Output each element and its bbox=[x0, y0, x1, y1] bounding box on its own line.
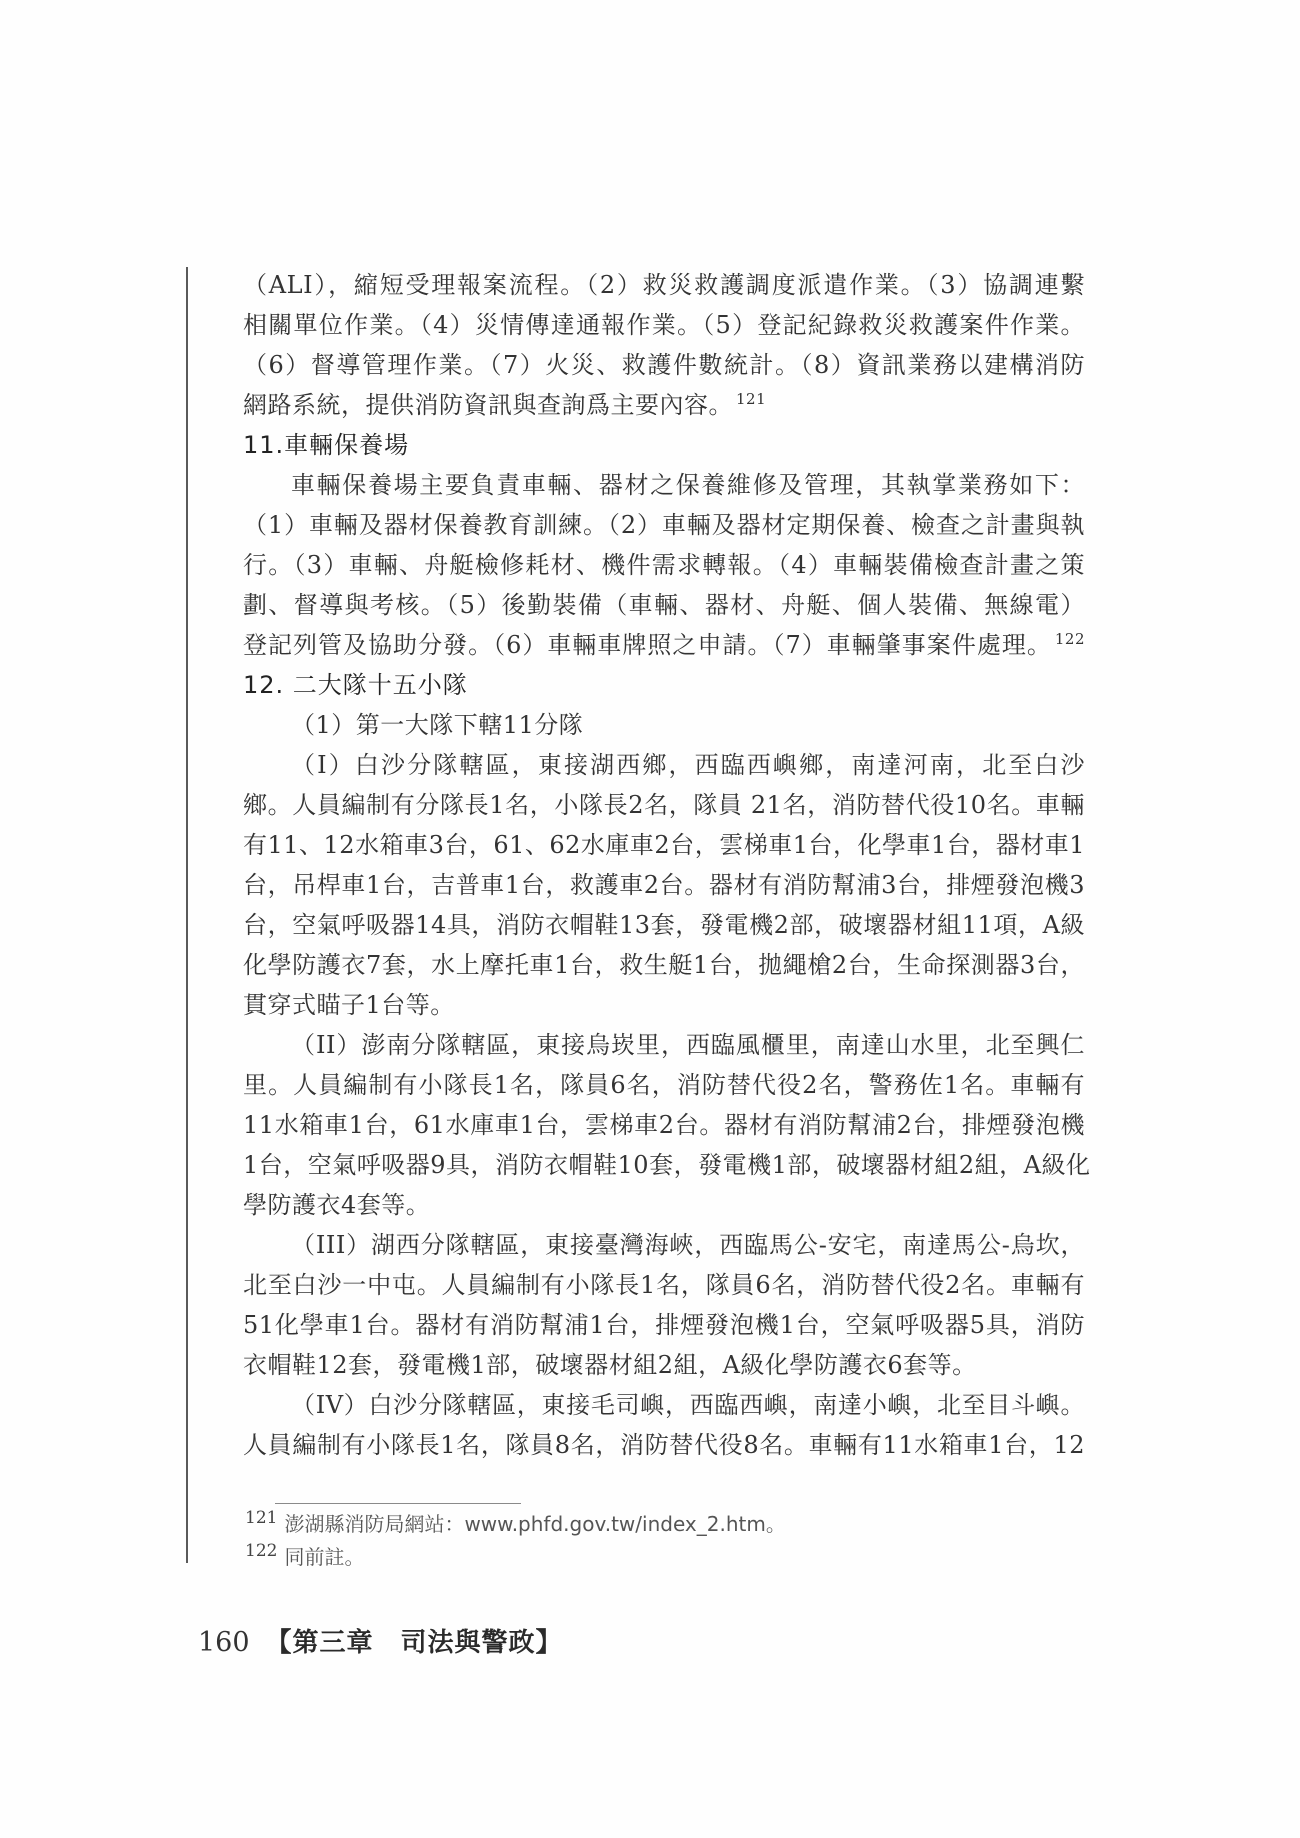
line-text: 車輛保養場主要負責車輛、器材之保養維修及管理，其執掌業務如下： bbox=[291, 471, 1085, 499]
text-line bbox=[243, 465, 1085, 505]
page-number: 160 bbox=[198, 1627, 250, 1658]
line-text: （I）白沙分隊轄區，東接湖西鄉，西臨西嶼鄉，南達河南，北至白沙 bbox=[291, 751, 1085, 779]
line-text: 11.車輛保養場 bbox=[243, 431, 410, 459]
text-line bbox=[243, 705, 1085, 745]
text-line bbox=[243, 1385, 1085, 1425]
line-text: 鄉。人員編制有分隊長1名，小隊長2名，隊員 21名，消防替代役10名。車輛 bbox=[243, 791, 1085, 819]
line-text: 貫穿式瞄子1台等。 bbox=[243, 991, 455, 1019]
text-line bbox=[243, 505, 1085, 545]
line-text: 北至白沙一中屯。人員編制有小隊長1名，隊員6名，消防替代役2名。車輛有 bbox=[243, 1271, 1085, 1299]
text-line bbox=[243, 1065, 1085, 1105]
text-line bbox=[243, 1105, 1085, 1145]
line-text: （6）督導管理作業。（7）火災、救護件數統計。（8）資訊業務以建構消防 bbox=[243, 351, 1085, 379]
text-line bbox=[243, 385, 1085, 425]
line-text: 11水箱車1台，61水庫車1台，雲梯車2台。器材有消防幫浦2台，排煙發泡機 bbox=[243, 1111, 1085, 1139]
footnote-item bbox=[245, 1541, 786, 1574]
line-text: 有11、12水箱車3台，61、62水庫車2台，雲梯車1台，化學車1台，器材車1 bbox=[243, 831, 1086, 859]
line-text: 里。人員編制有小隊長1名，隊員6名，消防替代役2名，警務佐1名。車輛有 bbox=[243, 1071, 1085, 1099]
footnote-text: 同前註。 bbox=[284, 1545, 365, 1569]
text-line bbox=[243, 785, 1085, 825]
section-heading bbox=[243, 665, 1085, 705]
text-line bbox=[243, 905, 1085, 945]
text-line bbox=[243, 1345, 1085, 1385]
line-text: （1）車輛及器材保養教育訓練。（2）車輛及器材定期保養、檢查之計畫與執 bbox=[243, 511, 1085, 539]
text-line bbox=[243, 345, 1085, 385]
line-text: 12. 二大隊十五小隊 bbox=[243, 671, 468, 699]
text-line bbox=[243, 865, 1085, 905]
line-text: 衣帽鞋12套，發電機1部，破壞器材組2組，A級化學防護衣6套等。 bbox=[243, 1351, 977, 1379]
line-text: （III）湖西分隊轄區，東接臺灣海峽，西臨馬公-安宅，南達馬公-烏坎， bbox=[291, 1231, 1085, 1259]
chapter-title: 【第三章 司法與警政】 bbox=[265, 1628, 563, 1658]
text-line bbox=[243, 545, 1085, 585]
body-text-block bbox=[243, 265, 1091, 1465]
text-line bbox=[243, 1265, 1085, 1305]
text-line bbox=[243, 625, 1085, 665]
line-text: （IV）白沙分隊轄區，東接毛司嶼，西臨西嶼，南達小嶼，北至目斗嶼。 bbox=[291, 1391, 1085, 1419]
footnote-ref: 122 bbox=[1054, 630, 1085, 648]
footnote-item bbox=[245, 1508, 786, 1541]
line-text: （1）第一大隊下轄11分隊 bbox=[291, 711, 584, 739]
line-text: 學防護衣4套等。 bbox=[243, 1191, 431, 1219]
line-text: 台，空氣呼吸器14具，消防衣帽鞋13套，發電機2部，破壞器材組11項，A級 bbox=[243, 911, 1085, 939]
text-line bbox=[243, 585, 1085, 625]
footnotes bbox=[245, 1508, 786, 1574]
section-heading bbox=[243, 425, 1085, 465]
text-line bbox=[243, 985, 1085, 1025]
line-text: 行。（3）車輛、舟艇檢修耗材、機件需求轉報。（4）車輛裝備檢查計畫之策 bbox=[243, 551, 1085, 579]
text-line bbox=[243, 745, 1085, 785]
text-line bbox=[243, 265, 1085, 305]
line-text: 網路系統，提供消防資訊與查詢爲主要內容。 bbox=[243, 391, 733, 419]
line-text: （ALI），縮短受理報案流程。（2）救災救護調度派遣作業。（3）協調連繫 bbox=[243, 271, 1085, 299]
line-text: 1台，空氣呼吸器9具，消防衣帽鞋10套，發電機1部，破壞器材組2組，A級化 bbox=[243, 1151, 1091, 1179]
text-line bbox=[243, 1305, 1085, 1345]
line-text: 51化學車1台。器材有消防幫浦1台，排煙發泡機1台，空氣呼吸器5具，消防 bbox=[243, 1311, 1085, 1339]
page-footer bbox=[198, 1622, 563, 1659]
text-line bbox=[243, 305, 1085, 345]
line-text: 化學防護衣7套，水上摩托車1台，救生艇1台，拋繩槍2台，生命探測器3台， bbox=[243, 951, 1085, 979]
text-line bbox=[243, 1145, 1091, 1185]
footnote-marker: 121 bbox=[245, 1508, 278, 1529]
line-text: 台，吊桿車1台，吉普車1台，救護車2台。器材有消防幫浦3台，排煙發泡機3 bbox=[243, 871, 1085, 899]
footnote-marker: 122 bbox=[245, 1541, 278, 1562]
text-line bbox=[243, 1425, 1085, 1465]
text-line bbox=[243, 1225, 1085, 1265]
line-text: 相關單位作業。（4）災情傳達通報作業。（5）登記紀錄救災救護案件作業。 bbox=[243, 311, 1085, 339]
left-margin-rule bbox=[186, 267, 188, 1563]
footnote-separator bbox=[275, 1503, 521, 1504]
line-text: （II）澎南分隊轄區，東接烏崁里，西臨風櫃里，南達山水里，北至興仁 bbox=[291, 1031, 1085, 1059]
line-text: 劃、督導與考核。（5）後勤裝備（車輛、器材、舟艇、個人裝備、無線電） bbox=[243, 591, 1085, 619]
footnote-ref: 121 bbox=[736, 390, 767, 408]
line-text: 登記列管及協助分發。（6）車輛車牌照之申請。（7）車輛肇事案件處理。 bbox=[243, 631, 1052, 659]
text-line bbox=[243, 825, 1085, 865]
footnote-text: 澎湖縣消防局網站：www.phfd.gov.tw/index_2.htm。 bbox=[284, 1512, 786, 1536]
text-line bbox=[243, 945, 1085, 985]
text-line bbox=[243, 1185, 1085, 1225]
text-line bbox=[243, 1025, 1085, 1065]
line-text: 人員編制有小隊長1名，隊員8名，消防替代役8名。車輛有11水箱車1台，12 bbox=[243, 1431, 1085, 1459]
